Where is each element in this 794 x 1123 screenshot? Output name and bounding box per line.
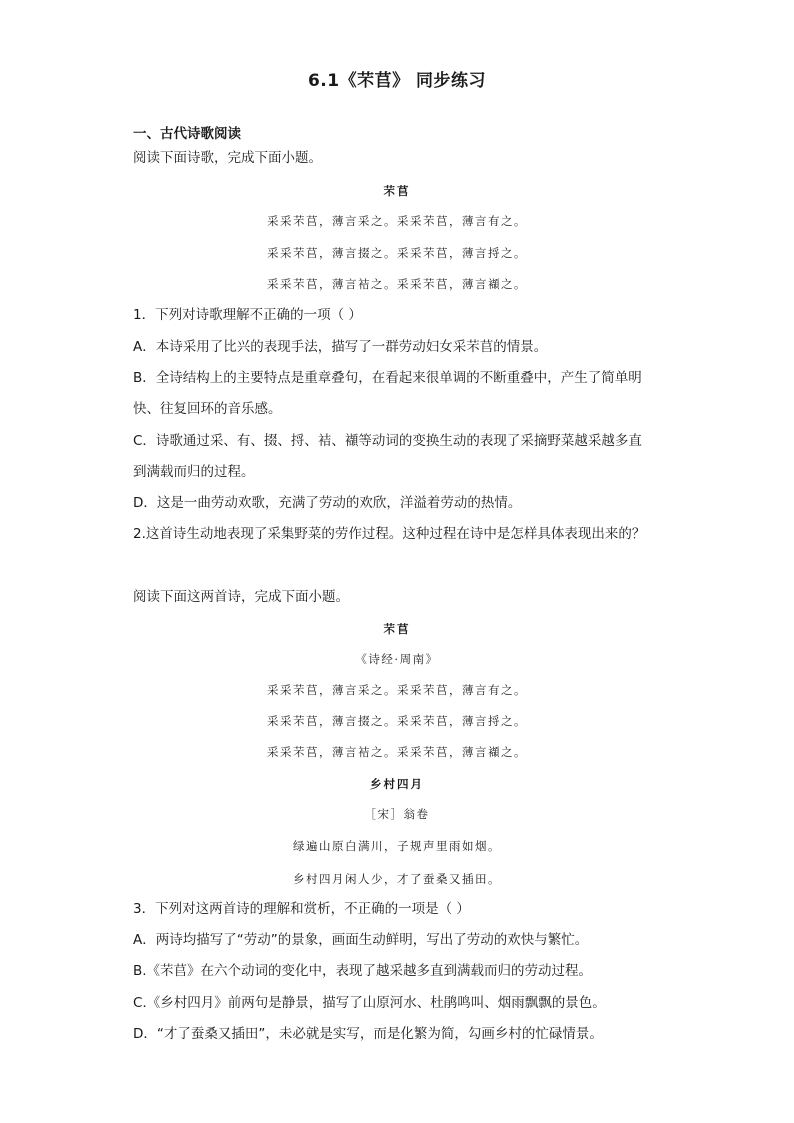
question-1-option-b-cont: 快、往复回环的音乐感。: [133, 401, 282, 417]
question-1-option-a: A．本诗采用了比兴的表现手法，描写了一群劳动妇女采芣苢的情景。: [133, 339, 548, 355]
document-title: 6.1《芣苢》 同步练习: [307, 71, 487, 91]
section-heading: 一、古代诗歌阅读: [133, 126, 241, 142]
question-3-option-d: D．“才了蚕桑又插田”，未必就是实写，而是化繁为简，勾画乡村的忙碌情景。: [133, 1026, 603, 1042]
poem-title: 乡村四月: [370, 777, 424, 791]
question-2-stem: 2.这首诗生动地表现了采集野菜的劳作过程。这种过程在诗中是怎样具体表现出来的？: [133, 526, 646, 542]
question-1-stem: 1．下列对诗歌理解不正确的一项（ ）: [133, 307, 362, 323]
question-3-option-c: C.《乡村四月》前两句是静景，描写了山原河水、杜鹃鸣叫、烟雨飘飘的景色。: [133, 995, 606, 1011]
question-1-option-b: B．全诗结构上的主要特点是重章叠句，在看起来很单调的不断重叠中，产生了简单明: [133, 370, 642, 386]
question-1-option-c: C．诗歌通过采、有、掇、捋、袺、襭等动词的变换生动的表现了采摘野菜越采越多直: [133, 433, 642, 449]
poem-line: 采采芣苢，薄言采之。采采芣苢，薄言有之。: [267, 214, 527, 228]
poem-title: 芣苢: [383, 622, 411, 636]
poem-title: 芣苢: [383, 184, 411, 198]
poem-line: 乡村四月闲人少，才了蚕桑又插田。: [293, 872, 501, 886]
poem-line: 采采芣苢，薄言掇之。采采芣苢，薄言捋之。: [267, 246, 527, 260]
reading-instruction: 阅读下面诗歌，完成下面小题。: [133, 150, 322, 166]
poem-line: 采采芣苢，薄言袺之。采采芣苢，薄言襭之。: [267, 277, 527, 291]
poem-line: 采采芣苢，薄言采之。采采芣苢，薄言有之。: [267, 683, 527, 697]
poem-line: 采采芣苢，薄言掇之。采采芣苢，薄言捋之。: [267, 714, 527, 728]
poem-line: 采采芣苢，薄言袺之。采采芣苢，薄言襭之。: [267, 745, 527, 759]
poem-line: 绿遍山原白满川，子规声里雨如烟。: [293, 839, 501, 853]
question-3-stem: 3．下列对这两首诗的理解和赏析，不正确的一项是（ ）: [133, 901, 470, 917]
question-1-option-d: D．这是一曲劳动欢歌，充满了劳动的欢欣，洋溢着劳动的热情。: [133, 495, 522, 511]
question-1-option-c-cont: 到满载而归的过程。: [133, 464, 255, 480]
question-3-option-b: B.《芣苢》在六个动词的变化中，表现了越采越多直到满载而归的劳动过程。: [133, 963, 593, 979]
poem-source: 《诗经·周南》: [355, 652, 439, 666]
poem-author: ［宋］翁卷: [364, 807, 430, 821]
question-3-option-a: A．两诗均描写了“劳动”的景象，画面生动鲜明，写出了劳动的欢快与繁忙。: [133, 932, 589, 948]
reading-instruction-2: 阅读下面这两首诗，完成下面小题。: [133, 589, 349, 605]
